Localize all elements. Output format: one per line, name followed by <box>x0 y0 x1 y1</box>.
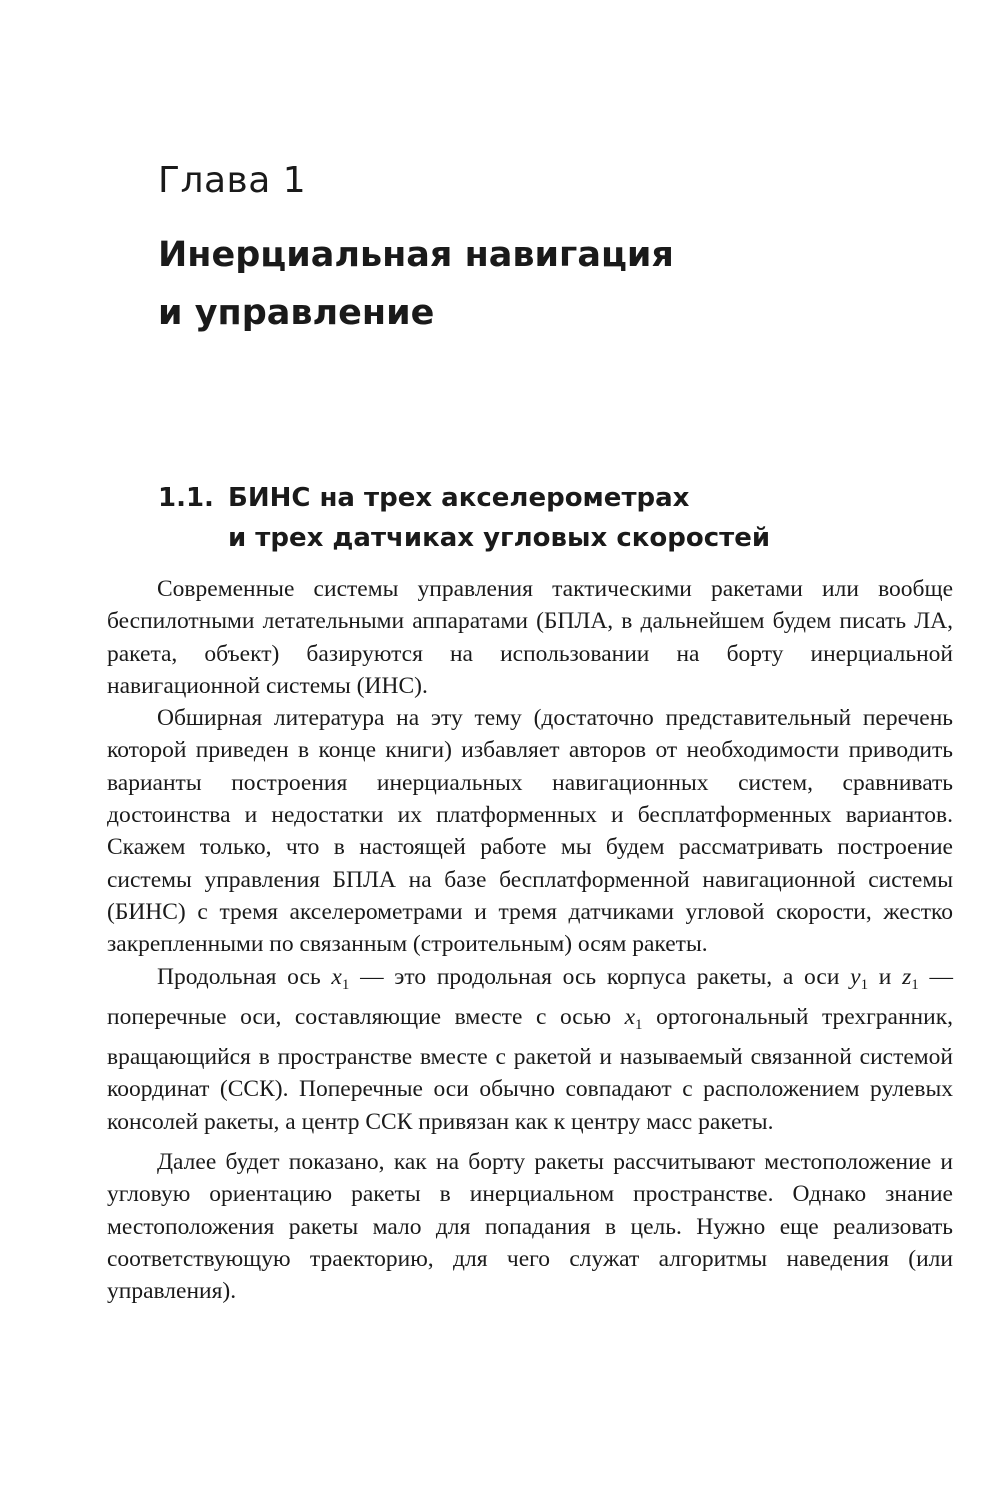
chapter-title-line2: и управление <box>158 293 435 333</box>
var-x1-sub: 1 <box>341 976 350 993</box>
var-z1 <box>902 963 919 993</box>
p3-text-3: и <box>868 963 903 990</box>
body-text <box>107 573 953 1308</box>
p3-text-2: — это продольная ось корпуса ракеты, а оси <box>349 963 851 990</box>
chapter-label: Глава 1 <box>158 160 307 201</box>
p3-text-4: — поперечные оси, составляющие вместе с осью <box>107 963 953 1030</box>
section-title-line2: и трех датчиках угловых скоростей <box>228 523 771 553</box>
var-y1-letter: y <box>850 963 861 990</box>
var-x1 <box>331 963 350 993</box>
paragraph-4: Далее будет показано, как на борту ракеты рассчитывают местоположение и угловую ориентацию ракеты в инерциальном пространстве. Однако знание местоположения ракеты мало для попадания в цель. Нужно еще реализовать соответствующую траекторию, для чего служат алгоритмы наведения (или управления). <box>107 1149 953 1305</box>
section-number: 1.1. <box>158 483 214 513</box>
var-y1 <box>850 963 869 993</box>
var-x1-second-sub: 1 <box>635 1016 643 1033</box>
var-z1-letter: z <box>902 963 912 990</box>
var-x1-second-letter: x <box>624 1003 636 1030</box>
chapter-title <box>158 226 674 342</box>
paragraph-3 <box>107 961 953 1138</box>
section-title-line1: БИНС на трех акселерометрах <box>228 483 690 513</box>
var-z1-sub: 1 <box>911 976 919 993</box>
chapter-title-line1: Инерциальная навигация <box>158 235 674 275</box>
var-x1-second <box>624 1003 643 1033</box>
paragraph-1: Современные системы управления тактическими ракетами или вообще беспилотными летательными аппаратами (БПЛА, в дальнейшем будем писать ЛА, ракета, объект) базируются на использовании на борту инерциальной навигационной системы (ИНС). <box>107 576 953 699</box>
var-x1-letter: x <box>331 963 342 990</box>
p3-text-1: Продольная ось <box>157 963 332 990</box>
paragraph-2: Обширная литература на эту тему (достаточно представительный перечень которой приведен в конце книги) избавляет авторов от необходимости приводить варианты построения инерциальных навигационных систем, сравнивать достоинства и недостатки их платформенных и бесплатформенных вариантов. Скажем только, что в настоящей работе мы будем рассматривать построение системы управления БПЛА на базе бесплатформенной навигационной системы (БИНС) с тремя акселерометрами и тремя датчиками угловой скорости, жестко закрепленными по связанным (строительным) осям ракеты. <box>107 705 953 958</box>
p3-text-5: ортогональный трехгранник, вращающийся в пространстве вместе с ракетой и называемый связанной системой координат (ССК). Поперечные оси обычно совпадают с расположением рулевых консолей ракеты, а центр ССК привязан как к центру масс ракеты. <box>107 1003 953 1135</box>
var-y1-sub: 1 <box>860 976 869 993</box>
section-heading <box>158 478 770 558</box>
